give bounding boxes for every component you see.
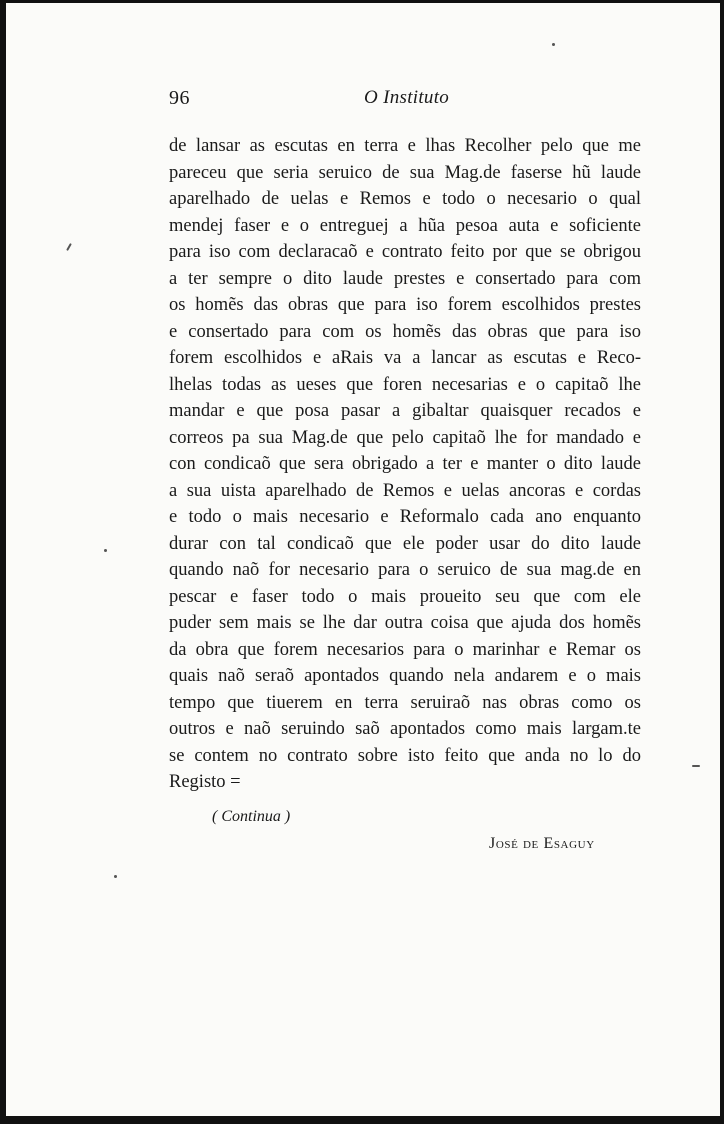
text-line: forem escolhidos e aRais va a lancar as escutas e Reco- xyxy=(169,348,641,368)
body-text xyxy=(169,133,641,796)
paper-speck xyxy=(552,43,555,46)
text-line: lhelas todas as ueses que foren necesarias e o capitaõ lhe xyxy=(169,374,641,395)
page-header xyxy=(169,87,639,115)
text-line: e todo o mais necesario e Reformalo cada ano enquanto xyxy=(169,507,641,527)
text-line: durar con tal condicaõ que ele poder usar do dito laude xyxy=(169,533,641,554)
paper-speck xyxy=(692,765,700,767)
text-line: correos pa sua Mag.de que pelo capitaõ lhe for mandado e xyxy=(169,427,641,448)
text-line: os homẽs das obras que para iso forem escolhidos prestes xyxy=(169,295,641,315)
author-signature: José de Esaguy xyxy=(489,835,595,852)
text-line: puder sem mais se lhe dar outra coisa que ajuda dos homẽs xyxy=(169,613,641,633)
text-line: quando naõ for necesario para o seruico de sua mag.de en xyxy=(169,560,641,580)
paper-speck xyxy=(114,875,117,878)
text-line: mendej faser e o entreguej a hũa pesoa auta e soficiente xyxy=(169,215,641,236)
text-line: e consertado para com os homẽs das obras que para iso xyxy=(169,321,641,342)
text-line: a sua uista aparelhado de Remos e uelas ancoras e cordas xyxy=(169,480,641,501)
text-line: a ter sempre o dito laude prestes e consertado para com xyxy=(169,268,641,289)
text-line: tempo que tiuerem en terra seruiraõ nas obras como os xyxy=(169,692,641,713)
text-line: mandar e que posa pasar a gibaltar quaisquer recados e xyxy=(169,401,641,421)
text-line: da obra que forem necesarios para o marinhar e Remar os xyxy=(169,639,641,660)
page-number: 96 xyxy=(169,87,190,109)
text-line: outros e naõ seruindo saõ apontados como mais largam.te xyxy=(169,719,641,739)
text-line: se contem no contrato sobre isto feito que anda no lo do xyxy=(169,745,641,766)
text-line: pescar e faser todo o mais proueito seu que com ele xyxy=(169,586,641,607)
text-line: de lansar as escutas en terra e lhas Recolher pelo que me xyxy=(169,136,641,156)
paper-speck xyxy=(66,243,72,251)
text-line: con condicaõ que sera obrigado a ter e manter o dito laude xyxy=(169,454,641,474)
text-line: aparelhado de uelas e Remos e todo o necesario o qual xyxy=(169,189,641,209)
text-line: pareceu que seria seruico de sua Mag.de faserse hũ laude xyxy=(169,162,641,183)
paper-speck xyxy=(104,549,107,552)
text-line: quais naõ seraõ apontados quando nela andarem e o mais xyxy=(169,666,641,686)
continuation-note: ( Continua ) xyxy=(212,808,291,825)
text-line: Registo = xyxy=(169,772,241,792)
text-line: para iso com declaracaõ e contrato feito por que se obrigou xyxy=(169,242,641,262)
running-title: O Instituto xyxy=(364,87,450,108)
